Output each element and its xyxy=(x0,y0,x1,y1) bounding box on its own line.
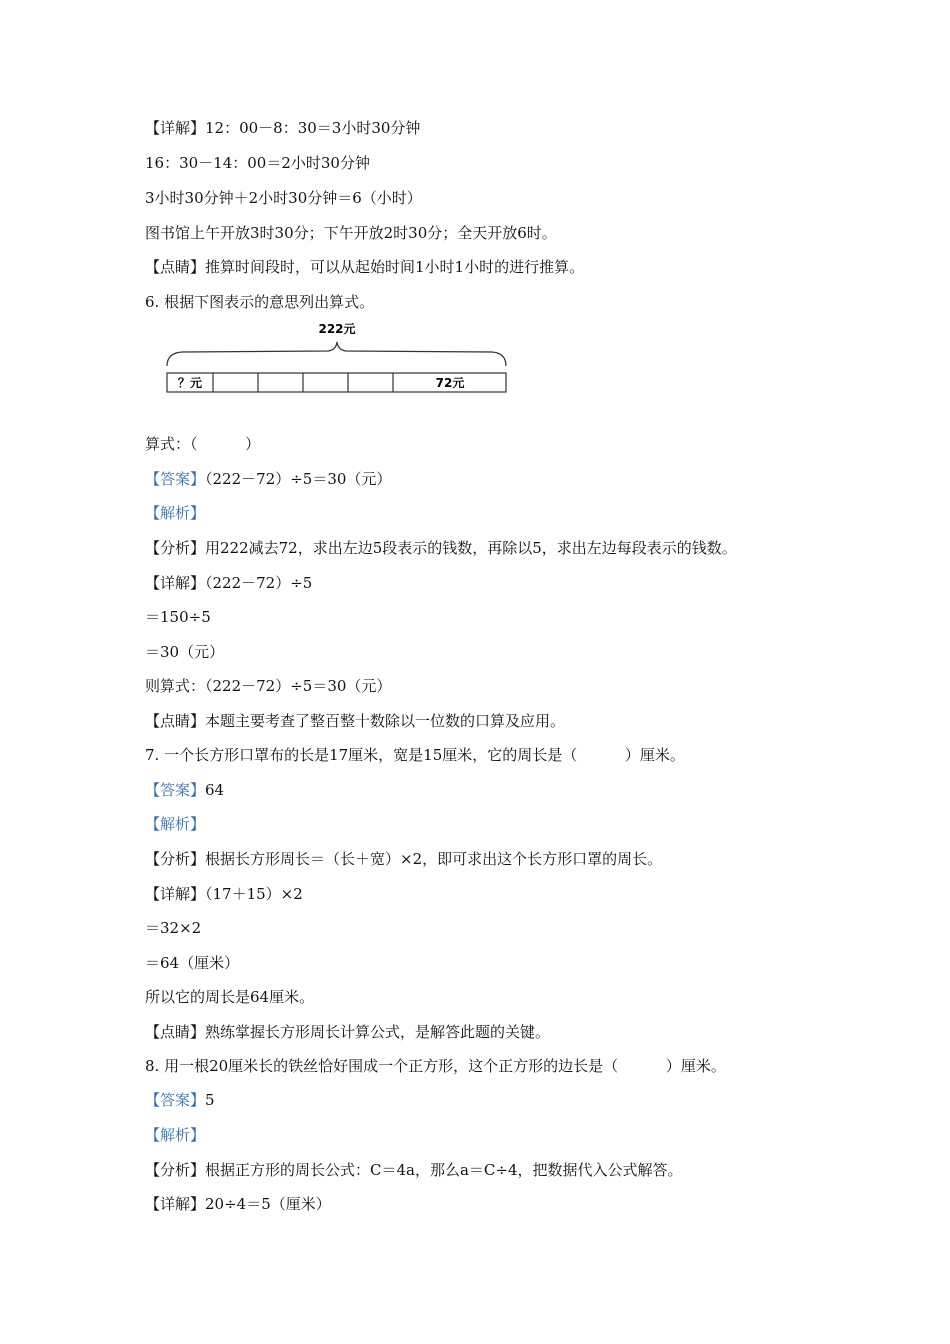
analysis-q7 xyxy=(145,814,205,834)
detail-q8: 【详解】20÷4＝5（厘米） xyxy=(145,1195,331,1213)
detail-line-1: 【详解】12：00－8：30＝3小时30分钟 xyxy=(145,119,421,137)
analysis-tag: 【解析】 xyxy=(145,1126,206,1144)
detail-q6-3: ＝30（元） xyxy=(145,643,225,661)
diagram-total-label: 222元 xyxy=(318,322,356,336)
answer-q8 xyxy=(145,1090,215,1110)
detail-q6-2: ＝150÷5 xyxy=(145,608,211,626)
fenxi-q8: 【分析】根据正方形的周长公式：C＝4a，那么a＝C÷4，把数据代入公式解答。 xyxy=(145,1161,683,1179)
answer-tag: 【答案】 xyxy=(145,1091,206,1109)
question-6: 6. 根据下图表示的意思列出算式。 xyxy=(145,293,375,311)
analysis-q8 xyxy=(145,1125,205,1145)
tip-q6: 【点睛】本题主要考查了整百整十数除以一位数的口算及应用。 xyxy=(145,712,566,730)
analysis-tag: 【解析】 xyxy=(145,815,206,833)
detail-q7-4: 所以它的周长是64厘米。 xyxy=(145,988,315,1006)
analysis-q6 xyxy=(145,503,205,523)
question-7: 7. 一个长方形口罩布的长是17厘米，宽是15厘米，它的周长是（ ）厘米。 xyxy=(145,746,685,764)
question-8: 8. 用一根20厘米长的铁丝恰好围成一个正方形，这个正方形的边长是（ ）厘米。 xyxy=(145,1057,726,1075)
detail-q7-3: ＝64（厘米） xyxy=(145,954,240,972)
brace xyxy=(167,342,506,366)
detail-q7-2: ＝32×2 xyxy=(145,919,202,937)
detail-q6-4: 则算式：（222－72）÷5＝30（元） xyxy=(145,677,392,695)
fenxi-q6: 【分析】用222减去72，求出左边5段表示的钱数，再除以5，求出左边每段表示的钱数。 xyxy=(145,539,737,557)
detail-q6-1: 【详解】（222－72）÷5 xyxy=(145,574,313,592)
analysis-tag: 【解析】 xyxy=(145,504,206,522)
known-segment-label: 72元 xyxy=(435,376,465,390)
segment-diagram xyxy=(160,318,520,402)
formula-blank: 算式：（ ） xyxy=(145,435,261,453)
answer-text: （222－72）÷5＝30（元） xyxy=(205,470,392,488)
fenxi-q7: 【分析】根据长方形周长＝（长＋宽）×2，即可求出这个长方形口罩的周长。 xyxy=(145,850,663,868)
detail-line-3: 3小时30分钟＋2小时30分钟＝6（小时） xyxy=(145,189,422,207)
answer-text: 5 xyxy=(205,1091,215,1109)
detail-line-4: 图书馆上午开放3时30分；下午开放2时30分；全天开放6时。 xyxy=(145,224,557,242)
answer-q7 xyxy=(145,780,224,800)
unknown-segment-label: ？元 xyxy=(177,376,203,390)
answer-tag: 【答案】 xyxy=(145,470,206,488)
tip-line-q5: 【点睛】推算时间段时，可以从起始时间1小时1小时的进行推算。 xyxy=(145,258,585,276)
detail-q7-1: 【详解】（17＋15）×2 xyxy=(145,885,303,903)
tip-q7: 【点睛】熟练掌握长方形周长计算公式，是解答此题的关键。 xyxy=(145,1023,551,1041)
answer-text: 64 xyxy=(205,781,225,799)
detail-line-2: 16：30－14：00＝2小时30分钟 xyxy=(145,154,370,172)
answer-tag: 【答案】 xyxy=(145,781,206,799)
answer-q6 xyxy=(145,469,391,489)
